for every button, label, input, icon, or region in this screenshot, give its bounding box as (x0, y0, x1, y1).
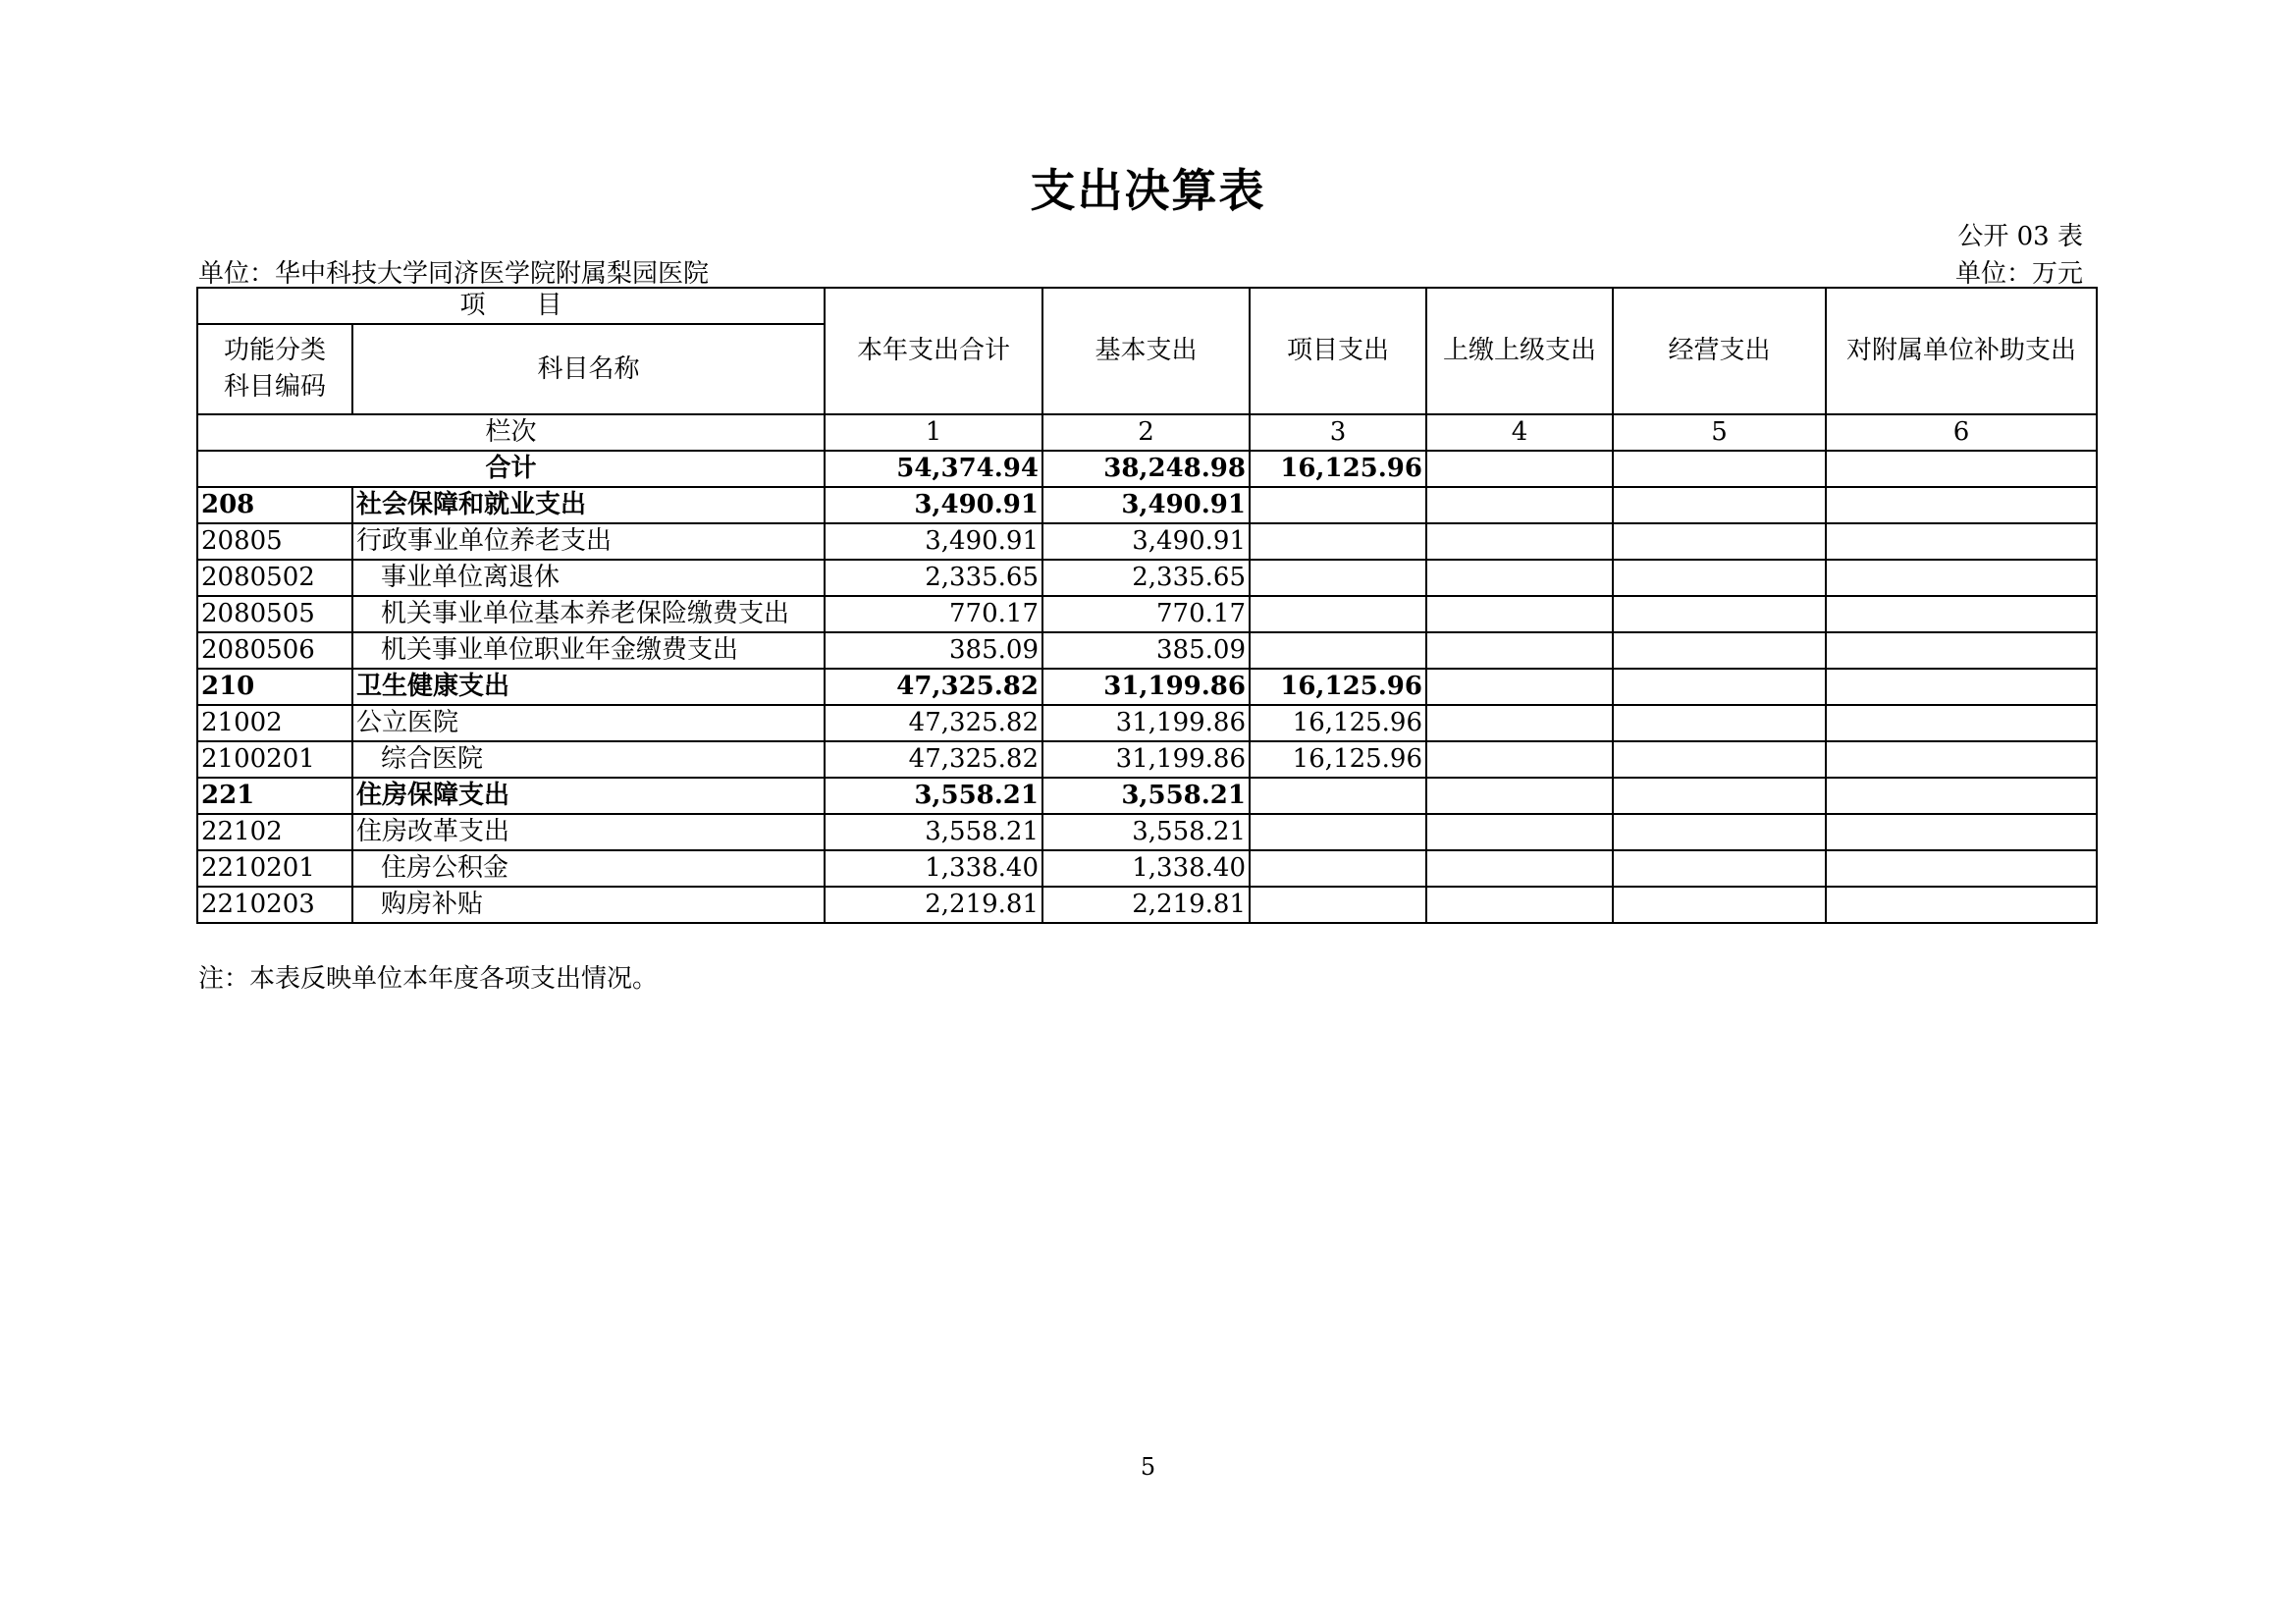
row-value (1613, 741, 1826, 778)
row-value (1826, 487, 2097, 523)
row-value (1250, 487, 1426, 523)
table-row (197, 487, 2097, 523)
row-code: 221 (197, 778, 352, 814)
row-value (1826, 850, 2097, 887)
row-code: 2210203 (197, 887, 352, 923)
row-value (1426, 632, 1613, 669)
header-col-subsidy: 对附属单位补助支出 (1826, 288, 2097, 414)
row-value (1613, 596, 1826, 632)
table-row (197, 669, 2097, 705)
row-value: 16,125.96 (1250, 669, 1426, 705)
row-value: 2,219.81 (825, 887, 1042, 923)
row-value: 47,325.82 (825, 705, 1042, 741)
row-value: 31,199.86 (1042, 741, 1250, 778)
total-value (1613, 451, 1826, 487)
table-row (197, 850, 2097, 887)
row-value (1426, 887, 1613, 923)
row-value (1426, 487, 1613, 523)
row-value: 31,199.86 (1042, 705, 1250, 741)
header-col-project: 项目支出 (1250, 288, 1426, 414)
row-value: 3,490.91 (1042, 487, 1250, 523)
row-value (1613, 669, 1826, 705)
row-name: 购房补贴 (352, 887, 825, 923)
row-value (1826, 705, 2097, 741)
row-name: 机关事业单位基本养老保险缴费支出 (352, 596, 825, 632)
row-code: 210 (197, 669, 352, 705)
row-value: 770.17 (825, 596, 1042, 632)
row-value (1826, 778, 2097, 814)
page-number: 5 (1140, 1453, 1156, 1481)
row-code: 2080506 (197, 632, 352, 669)
row-value: 770.17 (1042, 596, 1250, 632)
footnote: 注：本表反映单位本年度各项支出情况。 (198, 964, 659, 994)
row-value (1613, 887, 1826, 923)
row-value: 3,558.21 (1042, 778, 1250, 814)
row-value (1613, 850, 1826, 887)
row-value: 16,125.96 (1250, 741, 1426, 778)
row-value (1426, 669, 1613, 705)
row-name: 公立医院 (352, 705, 825, 741)
row-value (1426, 778, 1613, 814)
seq-cell: 5 (1613, 414, 1826, 451)
row-value: 3,558.21 (1042, 814, 1250, 850)
row-value (1826, 741, 2097, 778)
row-value (1426, 705, 1613, 741)
table-row (197, 705, 2097, 741)
row-value: 3,490.91 (1042, 523, 1250, 560)
row-value (1826, 523, 2097, 560)
header-col-operation: 经营支出 (1613, 288, 1826, 414)
row-value: 3,490.91 (825, 487, 1042, 523)
row-code: 2100201 (197, 741, 352, 778)
header-row-item (197, 288, 2097, 324)
row-value (1826, 596, 2097, 632)
seq-cell: 4 (1426, 414, 1613, 451)
row-value: 385.09 (825, 632, 1042, 669)
seq-cell: 6 (1826, 414, 2097, 451)
row-value (1250, 632, 1426, 669)
row-value (1826, 560, 2097, 596)
row-value (1426, 814, 1613, 850)
table-row (197, 814, 2097, 850)
currency-unit: 单位：万元 (1954, 259, 2083, 289)
row-value: 3,490.91 (825, 523, 1042, 560)
total-value: 16,125.96 (1250, 451, 1426, 487)
total-label: 合计 (197, 451, 825, 487)
row-value (1250, 778, 1426, 814)
row-value (1426, 560, 1613, 596)
row-value (1426, 741, 1613, 778)
seq-label: 栏次 (197, 414, 825, 451)
form-number: 公开 03 表 (1957, 222, 2083, 251)
row-value (1826, 887, 2097, 923)
row-value: 47,325.82 (825, 741, 1042, 778)
row-value (1826, 814, 2097, 850)
seq-row (197, 414, 2097, 451)
row-name: 卫生健康支出 (352, 669, 825, 705)
row-code: 2080502 (197, 560, 352, 596)
total-value (1426, 451, 1613, 487)
row-name: 事业单位离退休 (352, 560, 825, 596)
row-name: 住房保障支出 (352, 778, 825, 814)
row-value: 1,338.40 (825, 850, 1042, 887)
row-value: 2,219.81 (1042, 887, 1250, 923)
row-value (1613, 487, 1826, 523)
row-code: 2080505 (197, 596, 352, 632)
row-value (1250, 596, 1426, 632)
row-value (1613, 778, 1826, 814)
table-row (197, 741, 2097, 778)
table-row (197, 523, 2097, 560)
row-value: 2,335.65 (825, 560, 1042, 596)
row-value (1250, 887, 1426, 923)
total-value (1826, 451, 2097, 487)
seq-cell: 1 (825, 414, 1042, 451)
table-row (197, 887, 2097, 923)
row-value (1426, 523, 1613, 560)
page-title: 支出决算表 (1030, 164, 1266, 217)
row-value (1426, 850, 1613, 887)
table-row (197, 560, 2097, 596)
header-col-basic: 基本支出 (1042, 288, 1250, 414)
row-name: 综合医院 (352, 741, 825, 778)
row-value (1426, 596, 1613, 632)
row-value: 47,325.82 (825, 669, 1042, 705)
row-name: 机关事业单位职业年金缴费支出 (352, 632, 825, 669)
row-code: 208 (197, 487, 352, 523)
table-row (197, 632, 2097, 669)
total-value: 54,374.94 (825, 451, 1042, 487)
row-name: 住房改革支出 (352, 814, 825, 850)
row-value (1250, 560, 1426, 596)
header-name: 科目名称 (352, 324, 825, 414)
row-value: 3,558.21 (825, 778, 1042, 814)
header-code: 功能分类 科目编码 (197, 324, 352, 414)
row-value: 2,335.65 (1042, 560, 1250, 596)
table-row (197, 778, 2097, 814)
row-name: 住房公积金 (352, 850, 825, 887)
row-value: 1,338.40 (1042, 850, 1250, 887)
row-value: 385.09 (1042, 632, 1250, 669)
seq-cell: 2 (1042, 414, 1250, 451)
row-value: 3,558.21 (825, 814, 1042, 850)
row-name: 行政事业单位养老支出 (352, 523, 825, 560)
row-value (1613, 632, 1826, 669)
row-value (1826, 669, 2097, 705)
row-code: 21002 (197, 705, 352, 741)
header-col-total: 本年支出合计 (825, 288, 1042, 414)
table-row (197, 596, 2097, 632)
row-code: 20805 (197, 523, 352, 560)
row-value (1250, 850, 1426, 887)
total-value: 38,248.98 (1042, 451, 1250, 487)
row-value (1250, 814, 1426, 850)
row-code: 22102 (197, 814, 352, 850)
expenditure-table (196, 287, 2098, 924)
total-row (197, 451, 2097, 487)
header-item: 项 目 (197, 288, 825, 324)
row-value (1250, 523, 1426, 560)
row-code: 2210201 (197, 850, 352, 887)
row-value (1613, 560, 1826, 596)
row-value: 31,199.86 (1042, 669, 1250, 705)
row-value (1613, 523, 1826, 560)
row-value (1613, 705, 1826, 741)
reporting-unit: 单位：华中科技大学同济医学院附属梨园医院 (198, 259, 710, 289)
row-value (1826, 632, 2097, 669)
row-value (1613, 814, 1826, 850)
seq-cell: 3 (1250, 414, 1426, 451)
header-col-remit: 上缴上级支出 (1426, 288, 1613, 414)
row-value: 16,125.96 (1250, 705, 1426, 741)
row-name: 社会保障和就业支出 (352, 487, 825, 523)
